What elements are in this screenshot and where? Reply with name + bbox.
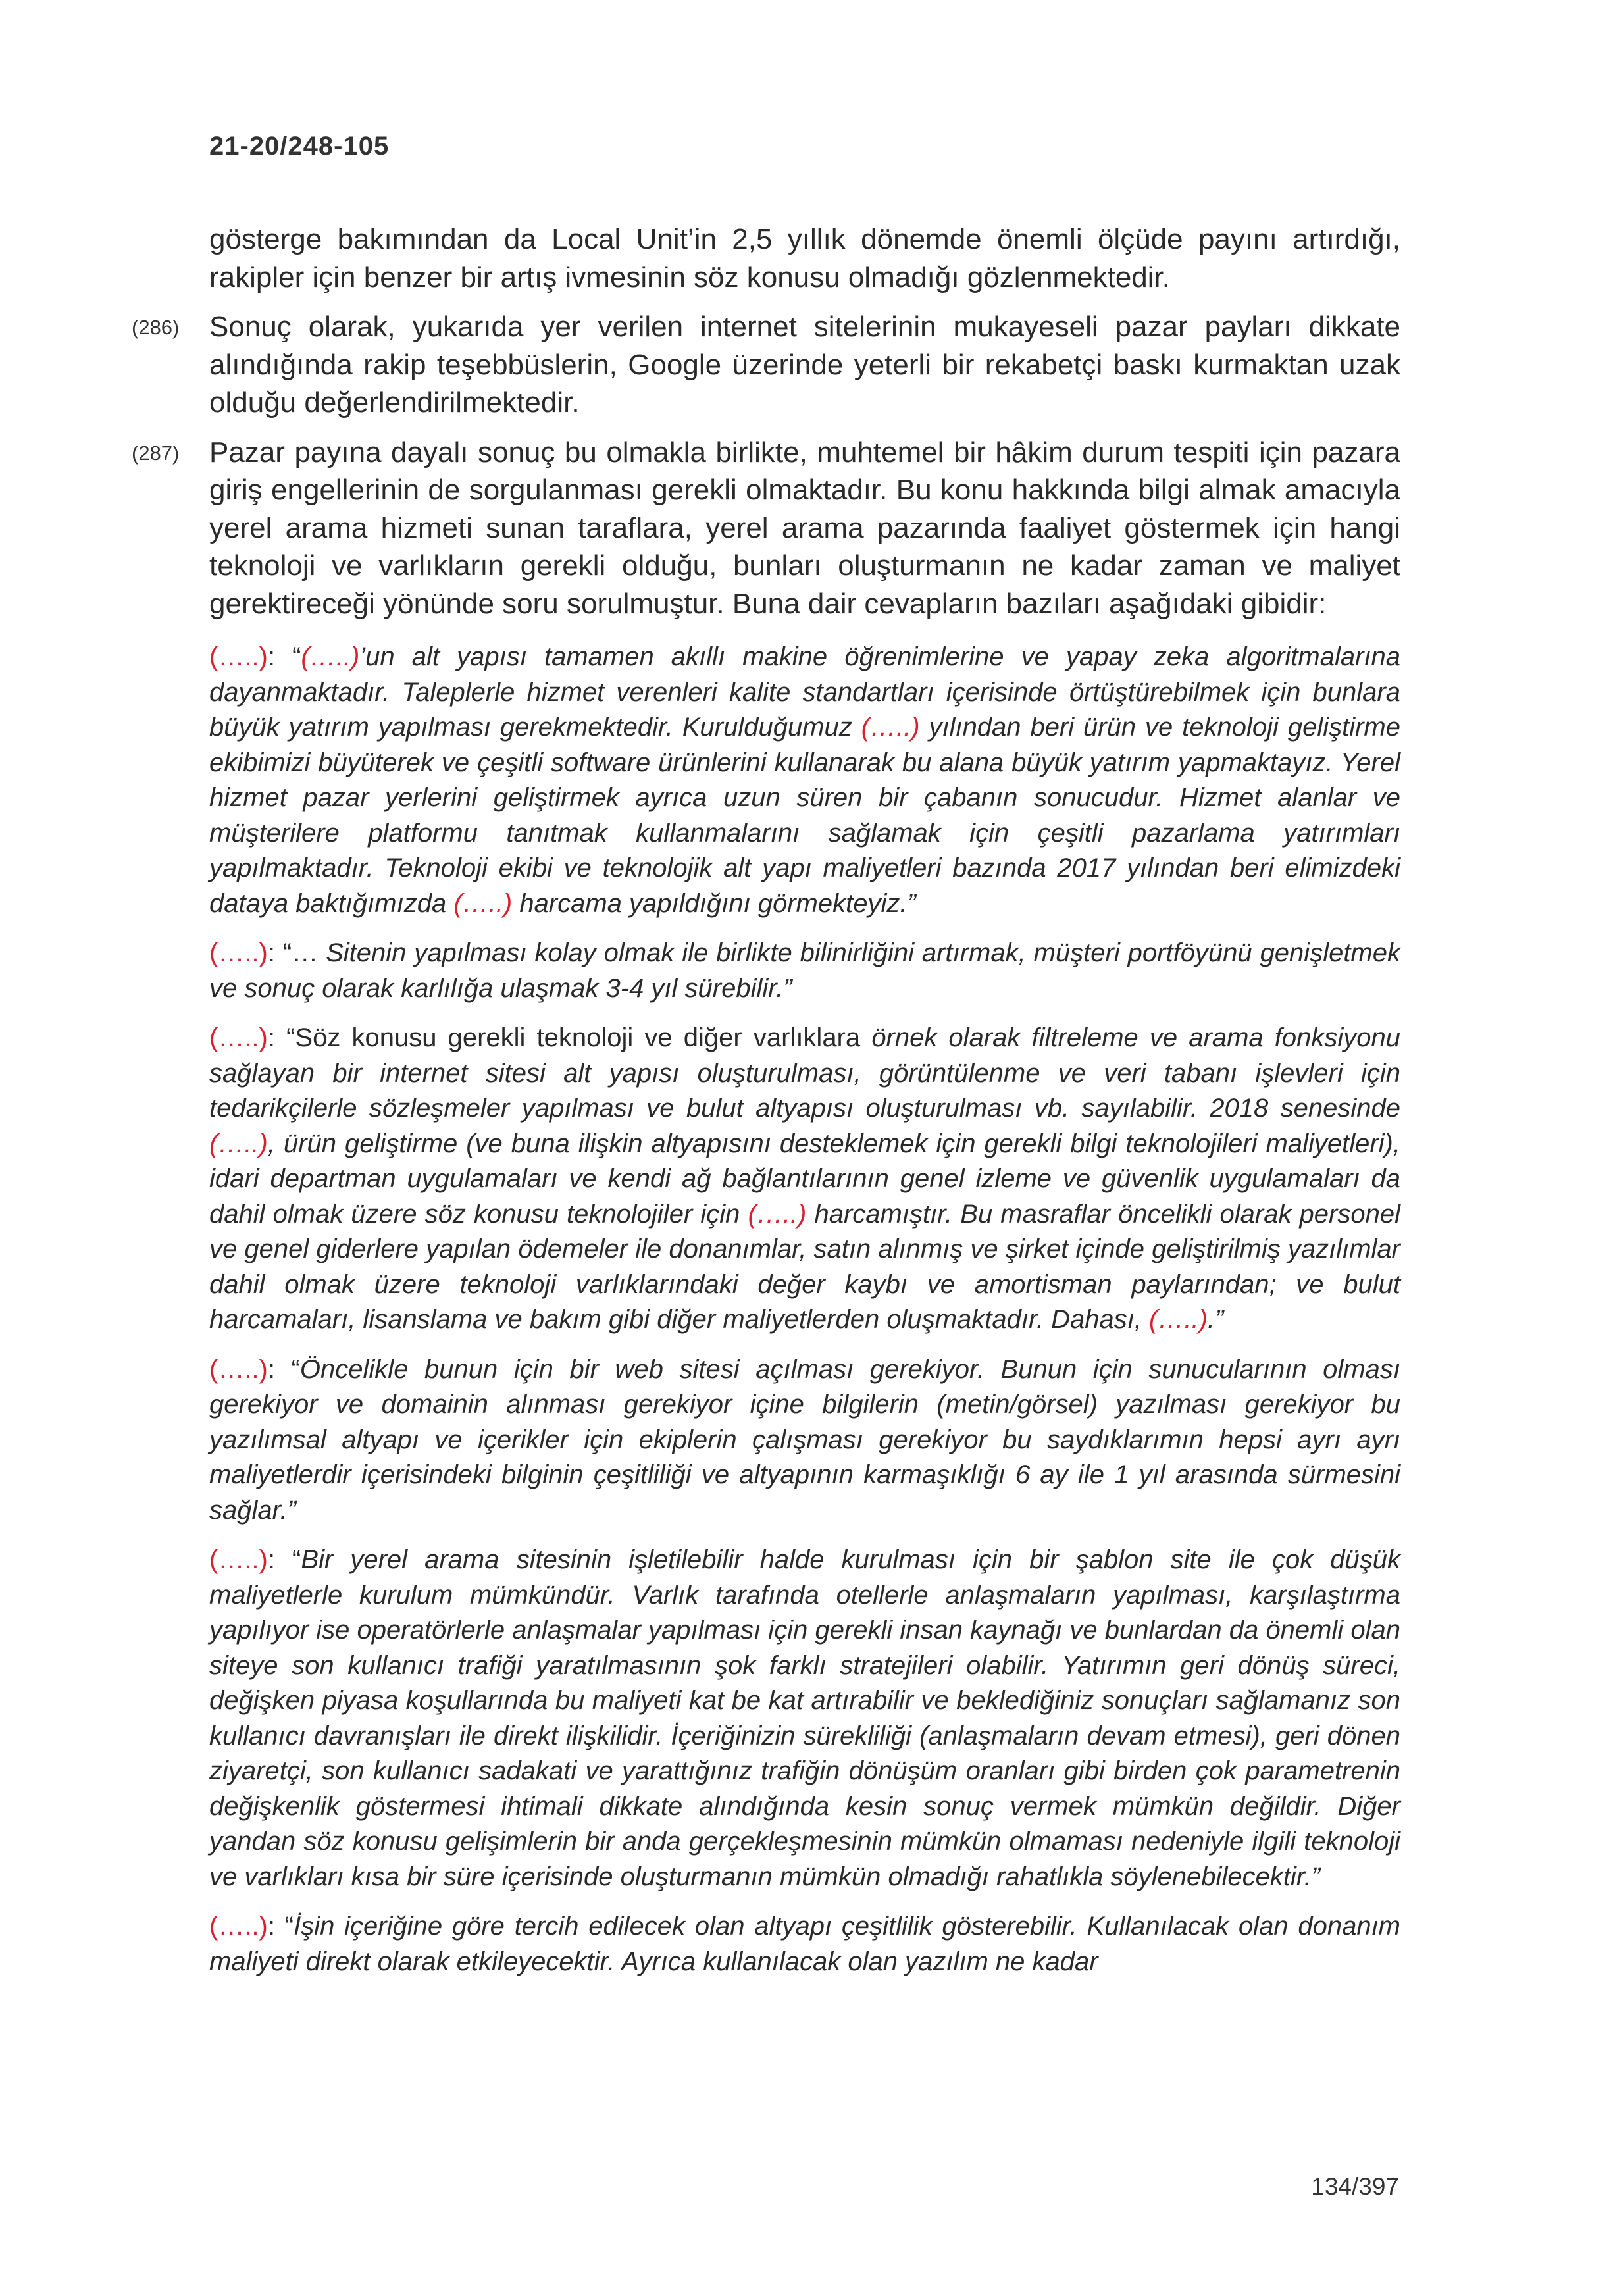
quote-text: harcamıştır. Bu masraflar öncelikli olarak personel ve genel giderlere yapılan ödemeler ile donanımlar, satın alınmış ve şirket içinde geliştirilmiş yazılımlar dahil olmak üzere teknoloji varlıklarındaki değer kaybı ve amortisman paylarından; ve bulut harcamaları, lisanslama ve bakım gibi diğer maliyetlerden oluşmaktadır. Dahası, [209, 1199, 1400, 1334]
quote-response-6 [209, 1909, 1400, 1979]
redacted-source: (…..) [209, 642, 268, 671]
redacted-source: (…..) [209, 1912, 268, 1941]
quote-text: örnek olarak filtreleme ve arama fonksiyonu sağlayan bir internet sitesi alt yapısı oluşturulması, görüntülenme ve veri tabanı işlevleri için tedarikçilerle sözleşmeler yapılması ve bulut altyapısı oluşturulması vb. sayılabilir. 2018 senesinde [209, 1023, 1400, 1123]
quote-text: Öncelikle bunun için bir web sitesi açılması gerekiyor. Bunun için sunucularının olması gerekiyor ve domainin alınması gerekiyor içine bilgilerin (metin/görsel) yazılması gerekiyor bu yazılımsal altyapı ve içerikler için ekiplerin çalışması gerekiyor bu saydıklarımın hepsi ayrı ayrı maliyetlerdir içerisindeki bilginin çeşitliliği ve altyapının karmaşıklığı 6 ay ile 1 yıl arasında sürmesini sağlar.” [209, 1354, 1400, 1525]
quote-text: harcama yapıldığını görmekteyiz.” [512, 888, 916, 918]
quote-response-5 [209, 1543, 1400, 1895]
document-body [132, 220, 1401, 1994]
paragraph-286 [132, 308, 1400, 422]
quote-prefix: : “ [267, 1545, 301, 1574]
quote-text: Bir yerel arama sitesinin işletilebilir halde kurulması için bir şablon site ile çok düşük maliyetlerle kurulum mümkündür. Varlık tarafında otellerle anlaşmaların yapılması, karşılaştırma yapılıyor ise operatörlerle anlaşmalar yapılması için gerekli insan kaynağı ve bunlardan da önemli olan siteye son kullanıcı trafiği yaratılmasının şok farklı stratejileri olabilir. Yatırımın geri dönüş süreci, değişken piyasa koşullarında bu maliyeti kat be kat artırabilir ve beklediğiniz sonuçları sağlamanız son kullanıcı davranışları ile direkt ilişkilidir. İçeriğinizin sürekliliği (anlaşmaların devam etmesi), geri dönen ziyaretçi, son kullanıcı sadakati ve yarattığınız trafiğin dönüşüm oranları gibi birden çok parametrenin değişkenlik göstermesi ihtimali dikkate alındığında kesin sonuç vermek mümkün değildir. Diğer yandan söz konusu gelişimlerin bir anda gerçekleşmesinin mümkün olmaması nedeniyle ilgili teknoloji ve varlıkları kısa bir süre içerisinde oluşturmanın mümkün olmadığı rahatlıkla söylenebilecektir.” [209, 1545, 1401, 1891]
quote-prefix: : “Söz konusu gerekli teknoloji ve diğer varlıklara [267, 1023, 872, 1052]
paragraph-number: (287) [132, 441, 180, 465]
quote-response-3 [209, 1021, 1400, 1338]
quote-prefix: : “ [267, 642, 301, 671]
quote-prefix: : “ [267, 1354, 300, 1384]
quote-prefix: : “… [267, 938, 326, 967]
redacted-text: (…..) [453, 888, 513, 918]
quote-response-4 [209, 1352, 1400, 1529]
paragraph-continued [209, 220, 1400, 296]
quote-prefix: : “ [267, 1912, 294, 1941]
redacted-text: (…..) [748, 1199, 807, 1229]
redacted-source: (…..) [209, 1545, 268, 1574]
redacted-text: (…..) [209, 1129, 268, 1158]
redacted-source: (…..) [209, 1023, 268, 1052]
quote-text: İşin içeriğine göre tercih edilecek olan altyapı çeşitlilik gösterebilir. Kullanılacak olan donanım maliyeti direkt olarak etkileyecektir. Ayrıca kullanılacak olan yazılım ne kadar [209, 1912, 1400, 1976]
redacted-text: (…..) [861, 713, 920, 742]
paragraph-text: Pazar payına dayalı sonuç bu olmakla birlikte, muhtemel bir hâkim durum tespiti için pazara giriş engellerinin de sorgulanması gerekli olmaktadır. Bu konu hakkında bilgi almak amacıyla yerel arama hizmeti sunan taraflara, yerel arama pazarında faaliyet göstermek için hangi teknoloji ve varlıkların gerekli olduğu, bunları oluşturmanın ne kadar zaman ve maliyet gerektireceği yönünde soru sorulmuştur. Buna dair cevapların bazıları aşağıdaki gibidir: [209, 436, 1400, 620]
paragraph-text: gösterge bakımından da Local Unit’in 2,5 yıllık dönemde önemli ölçüde payını artırdığı, rakipler için benzer bir artış ivmesinin söz konusu olmadığı gözlenmektedir. [209, 223, 1400, 293]
page-number: 134/397 [1311, 2173, 1399, 2200]
redacted-source: (…..) [209, 1354, 268, 1384]
paragraph-287 [132, 434, 1400, 623]
redacted-text: (…..) [1149, 1305, 1208, 1334]
quote-text: , ürün geliştirme (ve buna ilişkin altyapısını desteklemek için gerekli bilgi teknolojileri maliyetleri), idari departman uygulamaları ve kendi ağ bağlantılarının genel izleme ve güvenlik uygulamaları da dahil olmak üzere söz konusu teknolojiler için [209, 1129, 1400, 1229]
quote-text: yılından beri ürün ve teknoloji geliştirme ekibimizi büyüterek ve çeşitli software ürünlerini kullanarak bu alana büyük yatırım yapmaktayız. Yerel hizmet pazar yerlerini geliştirmek ayrıca uzun süren bir çabanın sonucudur. Hizmet alanlar ve müşterilere platformu tanıtmak kullanmalarını sağlamak için çeşitli pazarlama yatırımları yapılmaktadır. Teknoloji ekibi ve teknolojik alt yapı maliyetleri bazında 2017 yılından beri elimizdeki dataya baktığımızda [209, 713, 1400, 918]
redacted-text: (…..) [301, 642, 360, 671]
paragraph-number: (286) [132, 316, 180, 339]
quote-text: ’un alt yapısı tamamen akıllı makine öğrenimlerine ve yapay zeka algoritmalarına dayanmaktadır. Taleplerle hizmet verenleri kalite standartları içerisinde örtüştürebilmek için bunlara büyük yatırım yapılması gerekmektedir. Kurulduğumuz [209, 642, 1401, 742]
paragraph-text: Sonuç olarak, yukarıda yer verilen internet sitelerinin mukayeseli pazar payları dikkate alındığında rakip teşebbüslerin, Google üzerinde yeterli bir rekabetçi baskı kurmaktan uzak olduğu değerlendirilmektedir. [209, 311, 1400, 419]
redacted-source: (…..) [209, 938, 268, 967]
quote-response-2 [209, 936, 1400, 1006]
quote-response-1 [209, 640, 1400, 921]
quote-text: Sitenin yapılması kolay olmak ile birlikte bilinirliğini artırmak, müşteri portföyünü genişletmek ve sonuç olarak karlılığa ulaşmak 3-4 yıl sürebilir.” [209, 938, 1400, 1003]
document-number: 21-20/248-105 [209, 132, 390, 161]
quote-text: .” [1207, 1305, 1224, 1334]
